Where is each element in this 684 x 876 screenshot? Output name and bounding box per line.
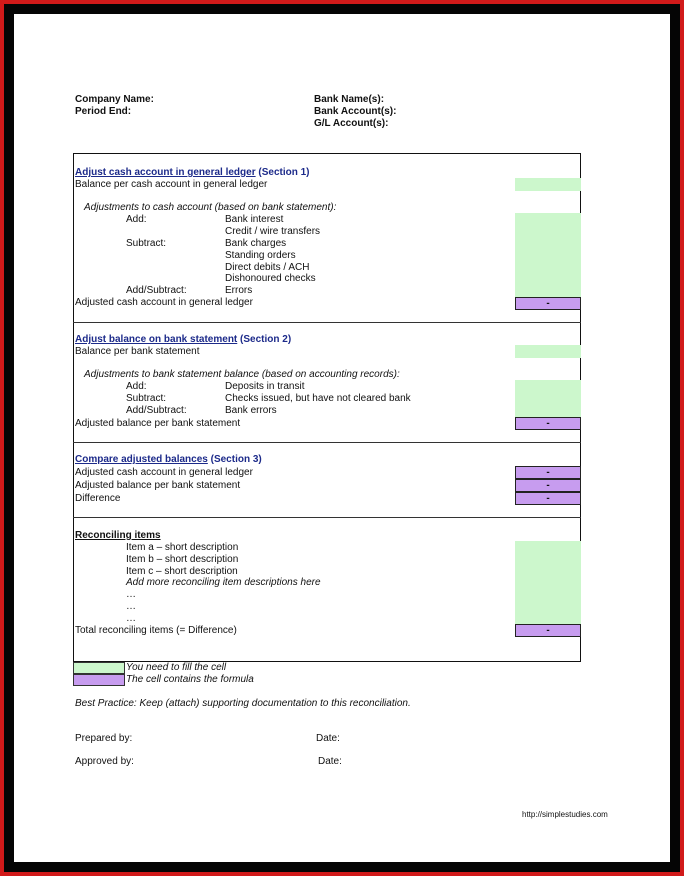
date-label-approved: Date: (318, 756, 342, 767)
section2-addsub-label: Add/Subtract: (126, 405, 187, 416)
section-divider (73, 517, 581, 518)
legend-fill-text: You need to fill the cell (126, 662, 227, 673)
section2-adjustment-cells[interactable] (515, 380, 581, 417)
section1-adjustments-label: Adjustments to cash account (based on bank statement): (84, 202, 337, 213)
section3-row-label: Difference (75, 493, 121, 504)
section3-title: Compare adjusted balances (75, 454, 208, 465)
section2-add-label: Add: (126, 381, 147, 392)
reconciling-add-more: Add more reconciling item descriptions here (126, 577, 321, 588)
reconciling-total-label: Total reconciling items (= Difference) (75, 625, 237, 636)
section1-heading (75, 167, 310, 179)
company-name-label: Company Name: (75, 94, 154, 105)
section1-item: Direct debits / ACH (225, 262, 310, 273)
section1-adjustment-cells[interactable] (515, 213, 581, 297)
section1-number: (Section 1) (258, 167, 310, 178)
reconciling-total-cell: - (515, 624, 581, 637)
section1-addsub-label: Add/Subtract: (126, 285, 187, 296)
bank-names-label: Bank Name(s): (314, 94, 385, 105)
section3-value-cell: - (515, 492, 581, 505)
reconciliation-sheet (14, 14, 670, 862)
reconciling-ellipsis: … (126, 601, 136, 612)
section1-adjusted-label: Adjusted cash account in general ledger (75, 297, 253, 308)
section-divider (73, 442, 581, 443)
gl-accounts-label: G/L Account(s): (314, 118, 389, 129)
section1-balance-label: Balance per cash account in general ledger (75, 179, 268, 190)
legend-fill-swatch (73, 662, 125, 674)
legend-formula-text: The cell contains the formula (126, 674, 254, 685)
section2-subtract-label: Subtract: (126, 393, 167, 404)
section2-adjusted-label: Adjusted balance per bank statement (75, 418, 241, 429)
date-label-prepared: Date: (316, 733, 340, 744)
section-divider (73, 322, 581, 323)
section2-item: Deposits in transit (225, 381, 305, 392)
reconciling-item-cells[interactable] (515, 541, 581, 625)
reconciling-ellipsis: … (126, 589, 136, 600)
reconciling-item: Item a – short description (126, 542, 239, 553)
legend-formula-swatch (73, 674, 125, 686)
best-practice-note: Best Practice: Keep (attach) supporting documentation to this reconciliation. (75, 698, 411, 709)
section2-heading (75, 334, 291, 346)
section1-title: Adjust cash account in general ledger (75, 167, 256, 178)
section2-number: (Section 2) (240, 334, 292, 345)
section2-adjusted-cell: - (515, 417, 581, 430)
section1-subtract-label: Subtract: (126, 238, 167, 249)
section1-item: Errors (225, 285, 253, 296)
section1-item: Standing orders (225, 250, 296, 261)
section3-value-cell: - (515, 479, 581, 492)
section2-title: Adjust balance on bank statement (75, 334, 238, 345)
section3-row-label: Adjusted balance per bank statement (75, 480, 241, 491)
section1-adjusted-cell: - (515, 297, 581, 310)
section1-item: Bank charges (225, 238, 287, 249)
footer-url[interactable]: http://simplestudies.com (522, 810, 608, 819)
section3-number: (Section 3) (210, 454, 262, 465)
section1-balance-cell[interactable] (515, 178, 581, 191)
section2-balance-cell[interactable] (515, 345, 581, 358)
section2-item: Checks issued, but have not cleared bank (225, 393, 411, 404)
prepared-by-label: Prepared by: (75, 733, 133, 744)
approved-by-label: Approved by: (75, 756, 134, 767)
section3-heading (75, 454, 262, 466)
section1-item: Bank interest (225, 214, 284, 225)
section2-balance-label: Balance per bank statement (75, 346, 200, 357)
period-end-label: Period End: (75, 106, 132, 117)
section1-add-label: Add: (126, 214, 147, 225)
reconciling-ellipsis: … (126, 613, 136, 624)
section3-row-label: Adjusted cash account in general ledger (75, 467, 253, 478)
reconciling-title: Reconciling items (75, 530, 161, 541)
section2-item: Bank errors (225, 405, 277, 416)
reconciling-item: Item b – short description (126, 554, 239, 565)
section1-item: Credit / wire transfers (225, 226, 321, 237)
section3-value-cell: - (515, 466, 581, 479)
section2-adjustments-label: Adjustments to bank statement balance (based on accounting records): (84, 369, 400, 380)
reconciling-item: Item c – short description (126, 566, 238, 577)
bank-accounts-label: Bank Account(s): (314, 106, 397, 117)
section1-item: Dishonoured checks (225, 273, 316, 284)
